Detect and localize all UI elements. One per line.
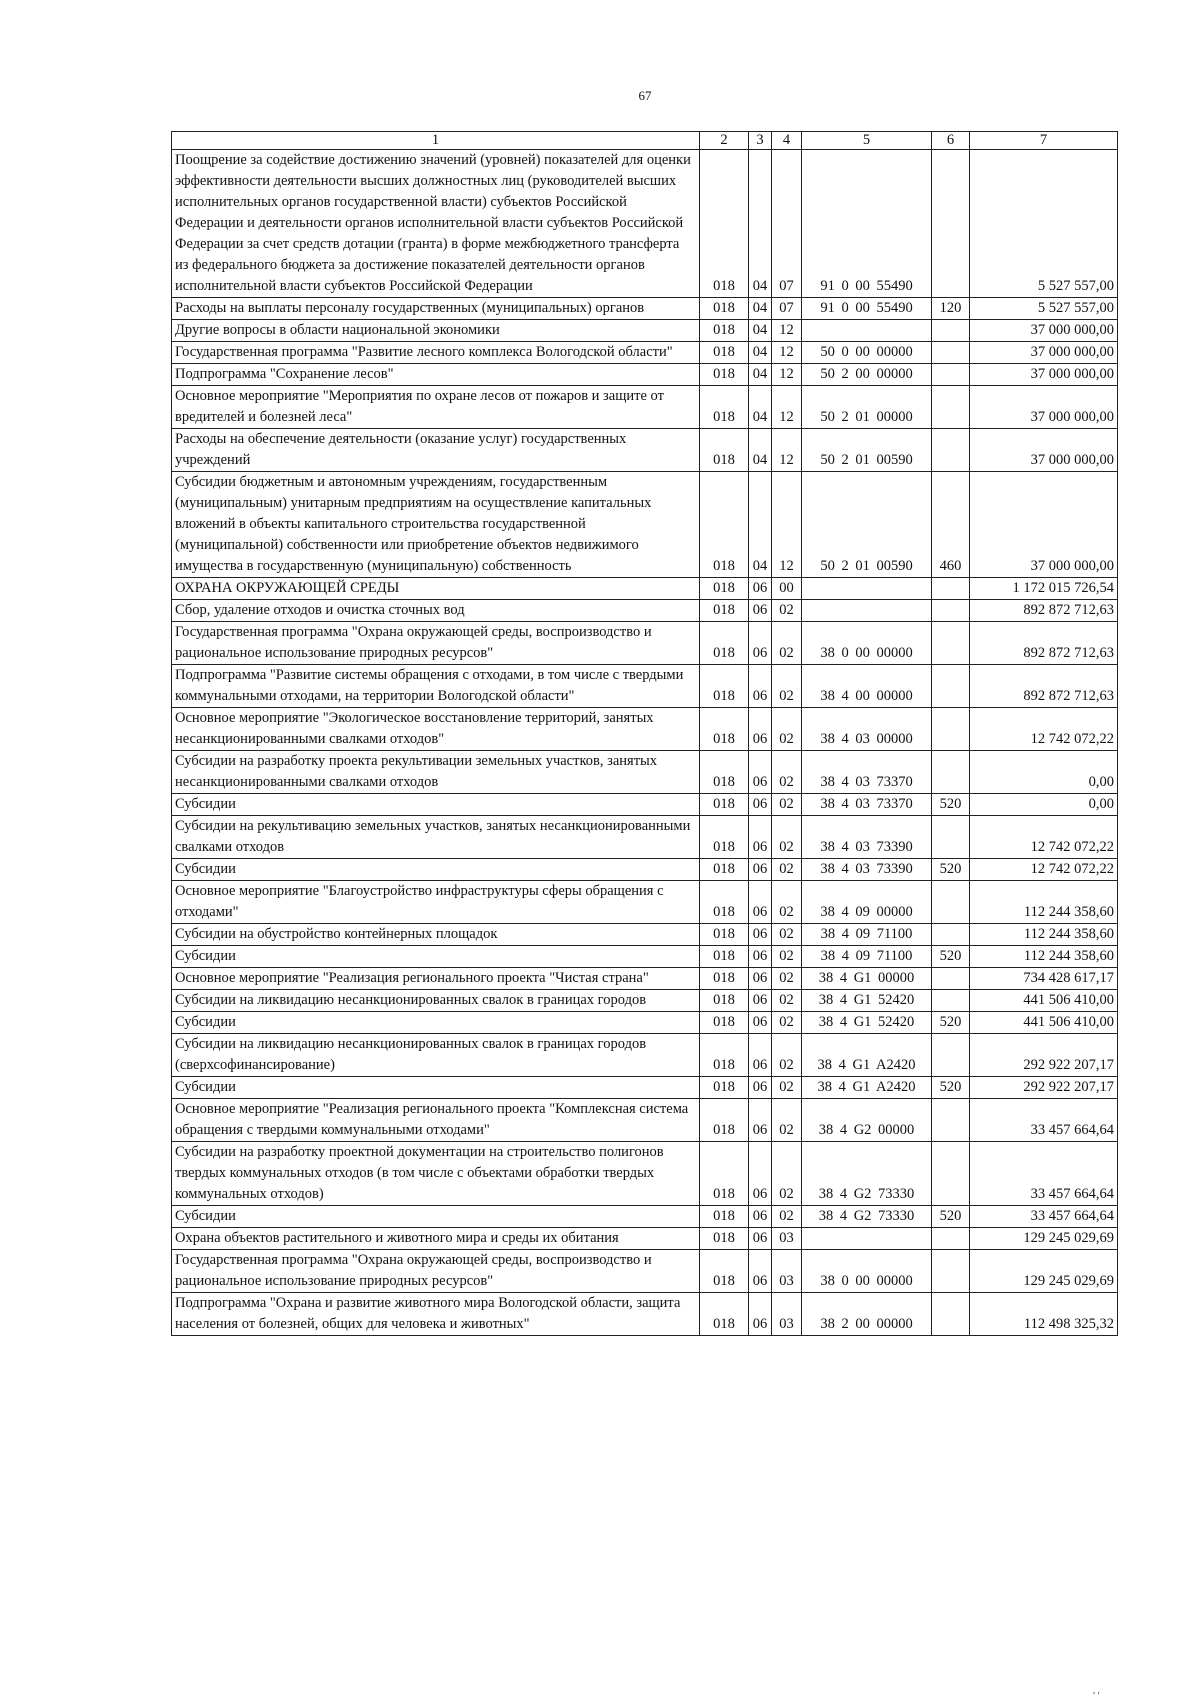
table-row xyxy=(172,881,1118,924)
target-article-cell: 50 0 00 00000 xyxy=(802,342,932,364)
table-row xyxy=(172,946,1118,968)
target-article-cell: 50 2 01 00590 xyxy=(802,472,932,578)
expense-type-cell: 120 xyxy=(932,298,970,320)
budget-code-cell: 018 xyxy=(700,816,749,859)
table-row xyxy=(172,472,1118,578)
header-cell-1: 1 xyxy=(172,132,700,150)
budget-code-cell: 018 xyxy=(700,342,749,364)
subsection-code-cell: 12 xyxy=(772,472,802,578)
subsection-code-cell: 03 xyxy=(772,1250,802,1293)
section-code-cell: 04 xyxy=(749,342,772,364)
expense-type-cell xyxy=(932,1099,970,1142)
amount-cell: 129 245 029,69 xyxy=(970,1250,1118,1293)
section-code-cell: 06 xyxy=(749,968,772,990)
name-cell: Основное мероприятие "Реализация регионального проекта "Комплексная система обращения с твердыми коммунальными отходами" xyxy=(172,1099,700,1142)
subsection-code-cell: 02 xyxy=(772,1077,802,1099)
budget-code-cell: 018 xyxy=(700,794,749,816)
amount-cell: 37 000 000,00 xyxy=(970,386,1118,429)
subsection-code-cell: 02 xyxy=(772,794,802,816)
budget-code-cell: 018 xyxy=(700,1250,749,1293)
subsection-code-cell: 02 xyxy=(772,1034,802,1077)
table-row xyxy=(172,751,1118,794)
budget-code-cell: 018 xyxy=(700,600,749,622)
budget-code-cell: 018 xyxy=(700,429,749,472)
target-article-cell: 38 4 G2 73330 xyxy=(802,1142,932,1206)
section-code-cell: 04 xyxy=(749,386,772,429)
expense-type-cell xyxy=(932,1034,970,1077)
amount-cell: 892 872 712,63 xyxy=(970,665,1118,708)
amount-cell: 33 457 664,64 xyxy=(970,1206,1118,1228)
table-row xyxy=(172,924,1118,946)
budget-code-cell: 018 xyxy=(700,1293,749,1336)
subsection-code-cell: 07 xyxy=(772,150,802,298)
table-row xyxy=(172,342,1118,364)
name-cell: Субсидии на рекультивацию земельных участков, занятых несанкционированными свалками отходов xyxy=(172,816,700,859)
table-row xyxy=(172,859,1118,881)
name-cell: Подпрограмма "Развитие системы обращения с отходами, в том числе с твердыми коммунальными отходами, на территории Вологодской области" xyxy=(172,665,700,708)
target-article-cell: 38 4 03 73370 xyxy=(802,794,932,816)
section-code-cell: 04 xyxy=(749,364,772,386)
amount-cell: 0,00 xyxy=(970,751,1118,794)
name-cell: Охрана объектов растительного и животного мира и среды их обитания xyxy=(172,1228,700,1250)
budget-code-cell: 018 xyxy=(700,859,749,881)
expense-type-cell xyxy=(932,990,970,1012)
name-cell: Субсидии xyxy=(172,859,700,881)
budget-code-cell: 018 xyxy=(700,751,749,794)
expense-type-cell: 460 xyxy=(932,472,970,578)
budget-code-cell: 018 xyxy=(700,1012,749,1034)
name-cell: Субсидии на разработку проектной документации на строительство полигонов твердых коммунальных отходов (в том числе с объектами обработки твердых коммунальных отходов) xyxy=(172,1142,700,1206)
name-cell: Субсидии xyxy=(172,1206,700,1228)
header-cell-2: 2 xyxy=(700,132,749,150)
table-row xyxy=(172,708,1118,751)
expense-type-cell xyxy=(932,150,970,298)
table-row xyxy=(172,990,1118,1012)
name-cell: Субсидии xyxy=(172,946,700,968)
budget-code-cell: 018 xyxy=(700,1206,749,1228)
target-article-cell xyxy=(802,578,932,600)
expense-type-cell xyxy=(932,665,970,708)
section-code-cell: 06 xyxy=(749,751,772,794)
subsection-code-cell: 02 xyxy=(772,1142,802,1206)
table-row xyxy=(172,968,1118,990)
budget-code-cell: 018 xyxy=(700,364,749,386)
section-code-cell: 06 xyxy=(749,665,772,708)
table-row xyxy=(172,794,1118,816)
section-code-cell: 06 xyxy=(749,924,772,946)
amount-cell: 37 000 000,00 xyxy=(970,320,1118,342)
table-row xyxy=(172,816,1118,859)
section-code-cell: 04 xyxy=(749,320,772,342)
amount-cell: 37 000 000,00 xyxy=(970,472,1118,578)
budget-code-cell: 018 xyxy=(700,578,749,600)
subsection-code-cell: 02 xyxy=(772,816,802,859)
target-article-cell: 91 0 00 55490 xyxy=(802,298,932,320)
amount-cell: 129 245 029,69 xyxy=(970,1228,1118,1250)
amount-cell: 112 244 358,60 xyxy=(970,881,1118,924)
target-article-cell: 38 4 G1 A2420 xyxy=(802,1077,932,1099)
name-cell: Субсидии xyxy=(172,794,700,816)
amount-cell: 33 457 664,64 xyxy=(970,1099,1118,1142)
subsection-code-cell: 02 xyxy=(772,1012,802,1034)
budget-table xyxy=(171,131,1118,1336)
name-cell: Государственная программа "Охрана окружающей среды, воспроизводство и рациональное использование природных ресурсов" xyxy=(172,1250,700,1293)
target-article-cell: 38 4 09 00000 xyxy=(802,881,932,924)
table-row xyxy=(172,622,1118,665)
name-cell: Государственная программа "Развитие лесного комплекса Вологодской области" xyxy=(172,342,700,364)
budget-code-cell: 018 xyxy=(700,622,749,665)
section-code-cell: 06 xyxy=(749,600,772,622)
expense-type-cell xyxy=(932,751,970,794)
target-article-cell xyxy=(802,1228,932,1250)
header-cell-3: 3 xyxy=(749,132,772,150)
section-code-cell: 04 xyxy=(749,472,772,578)
table-row xyxy=(172,364,1118,386)
subsection-code-cell: 02 xyxy=(772,924,802,946)
table-row xyxy=(172,386,1118,429)
budget-code-cell: 018 xyxy=(700,298,749,320)
budget-code-cell: 018 xyxy=(700,881,749,924)
name-cell: Подпрограмма "Сохранение лесов" xyxy=(172,364,700,386)
section-code-cell: 06 xyxy=(749,881,772,924)
name-cell: Основное мероприятие "Мероприятия по охране лесов от пожаров и защите от вредителей и болезней леса" xyxy=(172,386,700,429)
section-code-cell: 04 xyxy=(749,429,772,472)
name-cell: Субсидии на ликвидацию несанкционированных свалок в границах городов xyxy=(172,990,700,1012)
amount-cell: 892 872 712,63 xyxy=(970,600,1118,622)
section-code-cell: 06 xyxy=(749,816,772,859)
table-row xyxy=(172,429,1118,472)
section-code-cell: 06 xyxy=(749,859,772,881)
amount-cell: 12 742 072,22 xyxy=(970,816,1118,859)
section-code-cell: 06 xyxy=(749,1250,772,1293)
amount-cell: 12 742 072,22 xyxy=(970,708,1118,751)
table-row xyxy=(172,1293,1118,1336)
expense-type-cell xyxy=(932,1142,970,1206)
subsection-code-cell: 02 xyxy=(772,1099,802,1142)
section-code-cell: 06 xyxy=(749,1034,772,1077)
expense-type-cell: 520 xyxy=(932,1012,970,1034)
section-code-cell: 06 xyxy=(749,794,772,816)
expense-type-cell: 520 xyxy=(932,794,970,816)
target-article-cell: 38 0 00 00000 xyxy=(802,1250,932,1293)
subsection-code-cell: 02 xyxy=(772,968,802,990)
subsection-code-cell: 02 xyxy=(772,665,802,708)
budget-code-cell: 018 xyxy=(700,150,749,298)
table-row xyxy=(172,578,1118,600)
table-row xyxy=(172,1034,1118,1077)
name-cell: Государственная программа "Охрана окружающей среды, воспроизводство и рациональное использование природных ресурсов" xyxy=(172,622,700,665)
section-code-cell: 06 xyxy=(749,622,772,665)
name-cell: Основное мероприятие "Благоустройство инфраструктуры сферы обращения с отходами" xyxy=(172,881,700,924)
amount-cell: 37 000 000,00 xyxy=(970,429,1118,472)
expense-type-cell xyxy=(932,1228,970,1250)
header-cell-7: 7 xyxy=(970,132,1118,150)
target-article-cell: 38 4 G2 00000 xyxy=(802,1099,932,1142)
subsection-code-cell: 12 xyxy=(772,320,802,342)
budget-code-cell: 018 xyxy=(700,924,749,946)
amount-cell: 33 457 664,64 xyxy=(970,1142,1118,1206)
expense-type-cell xyxy=(932,386,970,429)
target-article-cell: 38 4 G1 52420 xyxy=(802,990,932,1012)
expense-type-cell: 520 xyxy=(932,946,970,968)
page-number: 67 xyxy=(638,88,652,103)
expense-type-cell: 520 xyxy=(932,859,970,881)
budget-code-cell: 018 xyxy=(700,320,749,342)
target-article-cell: 38 4 G1 A2420 xyxy=(802,1034,932,1077)
amount-cell: 12 742 072,22 xyxy=(970,859,1118,881)
amount-cell: 112 244 358,60 xyxy=(970,946,1118,968)
name-cell: ОХРАНА ОКРУЖАЮЩЕЙ СРЕДЫ xyxy=(172,578,700,600)
target-article-cell: 38 4 03 73370 xyxy=(802,751,932,794)
name-cell: Основное мероприятие "Реализация регионального проекта "Чистая страна" xyxy=(172,968,700,990)
budget-code-cell: 018 xyxy=(700,1142,749,1206)
section-code-cell: 06 xyxy=(749,1206,772,1228)
amount-cell: 1 172 015 726,54 xyxy=(970,578,1118,600)
target-article-cell xyxy=(802,320,932,342)
table-row xyxy=(172,1099,1118,1142)
expense-type-cell xyxy=(932,968,970,990)
target-article-cell: 38 4 00 00000 xyxy=(802,665,932,708)
name-cell: Субсидии на ликвидацию несанкционированных свалок в границах городов (сверхсофинансирование) xyxy=(172,1034,700,1077)
table-row xyxy=(172,1228,1118,1250)
table-row xyxy=(172,1142,1118,1206)
expense-type-cell: 520 xyxy=(932,1206,970,1228)
subsection-code-cell: 02 xyxy=(772,622,802,665)
header-row xyxy=(172,132,1118,150)
budget-code-cell: 018 xyxy=(700,665,749,708)
section-code-cell: 04 xyxy=(749,298,772,320)
header-cell-4: 4 xyxy=(772,132,802,150)
amount-cell: 441 506 410,00 xyxy=(970,1012,1118,1034)
table-row xyxy=(172,298,1118,320)
subsection-code-cell: 12 xyxy=(772,364,802,386)
amount-cell: 112 498 325,32 xyxy=(970,1293,1118,1336)
amount-cell: 37 000 000,00 xyxy=(970,342,1118,364)
subsection-code-cell: 03 xyxy=(772,1293,802,1336)
target-article-cell: 50 2 01 00590 xyxy=(802,429,932,472)
header-cell-5: 5 xyxy=(802,132,932,150)
expense-type-cell xyxy=(932,320,970,342)
section-code-cell: 06 xyxy=(749,578,772,600)
expense-type-cell xyxy=(932,1250,970,1293)
subsection-code-cell: 02 xyxy=(772,881,802,924)
section-code-cell: 06 xyxy=(749,1293,772,1336)
section-code-cell: 06 xyxy=(749,708,772,751)
name-cell: Расходы на выплаты персоналу государственных (муниципальных) органов xyxy=(172,298,700,320)
expense-type-cell xyxy=(932,816,970,859)
expense-type-cell xyxy=(932,708,970,751)
subsection-code-cell: 12 xyxy=(772,429,802,472)
budget-code-cell: 018 xyxy=(700,708,749,751)
target-article-cell: 38 2 00 00000 xyxy=(802,1293,932,1336)
section-code-cell: 06 xyxy=(749,990,772,1012)
table-row xyxy=(172,665,1118,708)
budget-code-cell: 018 xyxy=(700,386,749,429)
name-cell: Сбор, удаление отходов и очистка сточных вод xyxy=(172,600,700,622)
amount-cell: 441 506 410,00 xyxy=(970,990,1118,1012)
target-article-cell: 38 4 09 71100 xyxy=(802,946,932,968)
table-row xyxy=(172,1206,1118,1228)
table-row xyxy=(172,600,1118,622)
expense-type-cell xyxy=(932,429,970,472)
amount-cell: 112 244 358,60 xyxy=(970,924,1118,946)
amount-cell: 292 922 207,17 xyxy=(970,1077,1118,1099)
table-row xyxy=(172,1250,1118,1293)
budget-code-cell: 018 xyxy=(700,1228,749,1250)
name-cell: Основное мероприятие "Экологическое восстановление территорий, занятых несанкционированными свалками отходов" xyxy=(172,708,700,751)
target-article-cell: 50 2 01 00000 xyxy=(802,386,932,429)
name-cell: Поощрение за содействие достижению значений (уровней) показателей для оценки эффективности деятельности высших должностных лиц (руководителей высших исполнительных органов государственной власти) субъектов Российской Федерации и деятельности органов исполнительной власти субъектов Российской Федерации за счет средств дотации (гранта) в форме межбюджетного трансферта из федерального бюджета за достижение показателей деятельности органов исполнительной власти субъектов Российской Федерации xyxy=(172,150,700,298)
section-code-cell: 06 xyxy=(749,1228,772,1250)
expense-type-cell: 520 xyxy=(932,1077,970,1099)
budget-code-cell: 018 xyxy=(700,1099,749,1142)
expense-type-cell xyxy=(932,1293,970,1336)
table-row xyxy=(172,320,1118,342)
subsection-code-cell: 02 xyxy=(772,990,802,1012)
section-code-cell: 06 xyxy=(749,1099,772,1142)
amount-cell: 892 872 712,63 xyxy=(970,622,1118,665)
name-cell: Подпрограмма "Охрана и развитие животного мира Вологодской области, защита населения от болезней, общих для человека и животных" xyxy=(172,1293,700,1336)
section-code-cell: 06 xyxy=(749,1077,772,1099)
subsection-code-cell: 02 xyxy=(772,1206,802,1228)
amount-cell: 734 428 617,17 xyxy=(970,968,1118,990)
budget-code-cell: 018 xyxy=(700,1077,749,1099)
name-cell: Субсидии xyxy=(172,1012,700,1034)
amount-cell: 0,00 xyxy=(970,794,1118,816)
expense-type-cell xyxy=(932,364,970,386)
expense-type-cell xyxy=(932,622,970,665)
section-code-cell: 06 xyxy=(749,1142,772,1206)
target-article-cell: 91 0 00 55490 xyxy=(802,150,932,298)
target-article-cell: 38 0 00 00000 xyxy=(802,622,932,665)
target-article-cell: 38 4 03 73390 xyxy=(802,816,932,859)
amount-cell: 37 000 000,00 xyxy=(970,364,1118,386)
table-row xyxy=(172,1012,1118,1034)
table-row xyxy=(172,150,1118,298)
budget-code-cell: 018 xyxy=(700,1034,749,1077)
section-code-cell: 06 xyxy=(749,1012,772,1034)
target-article-cell: 38 4 G1 52420 xyxy=(802,1012,932,1034)
subsection-code-cell: 12 xyxy=(772,386,802,429)
expense-type-cell xyxy=(932,881,970,924)
name-cell: Субсидии бюджетным и автономным учреждениям, государственным (муниципальным) унитарным предприятиям на осуществление капитальных вложений в объекты капитального строительства государственной (муниципальной) собственности или приобретение объектов недвижимого имущества в государственную (муниципальную) собственность xyxy=(172,472,700,578)
section-code-cell: 04 xyxy=(749,150,772,298)
amount-cell: 5 527 557,00 xyxy=(970,298,1118,320)
subsection-code-cell: 07 xyxy=(772,298,802,320)
expense-type-cell xyxy=(932,924,970,946)
subsection-code-cell: 02 xyxy=(772,708,802,751)
budget-code-cell: 018 xyxy=(700,968,749,990)
name-cell: Субсидии xyxy=(172,1077,700,1099)
subsection-code-cell: 02 xyxy=(772,600,802,622)
name-cell: Субсидии на разработку проекта рекультивации земельных участков, занятых несанкционированными свалками отходов xyxy=(172,751,700,794)
amount-cell: 5 527 557,00 xyxy=(970,150,1118,298)
subsection-code-cell: 12 xyxy=(772,342,802,364)
amount-cell: 292 922 207,17 xyxy=(970,1034,1118,1077)
expense-type-cell xyxy=(932,342,970,364)
budget-code-cell: 018 xyxy=(700,946,749,968)
target-article-cell xyxy=(802,600,932,622)
target-article-cell: 38 4 G2 73330 xyxy=(802,1206,932,1228)
name-cell: Другие вопросы в области национальной экономики xyxy=(172,320,700,342)
subsection-code-cell: 02 xyxy=(772,751,802,794)
subsection-code-cell: 02 xyxy=(772,946,802,968)
subsection-code-cell: 00 xyxy=(772,578,802,600)
subsection-code-cell: 02 xyxy=(772,859,802,881)
table-row xyxy=(172,1077,1118,1099)
budget-code-cell: 018 xyxy=(700,990,749,1012)
subsection-code-cell: 03 xyxy=(772,1228,802,1250)
header-cell-6: 6 xyxy=(932,132,970,150)
expense-type-cell xyxy=(932,600,970,622)
budget-code-cell: 018 xyxy=(700,472,749,578)
target-article-cell: 50 2 00 00000 xyxy=(802,364,932,386)
section-code-cell: 06 xyxy=(749,946,772,968)
name-cell: Субсидии на обустройство контейнерных площадок xyxy=(172,924,700,946)
target-article-cell: 38 4 03 00000 xyxy=(802,708,932,751)
target-article-cell: 38 4 09 71100 xyxy=(802,924,932,946)
target-article-cell: 38 4 G1 00000 xyxy=(802,968,932,990)
target-article-cell: 38 4 03 73390 xyxy=(802,859,932,881)
name-cell: Расходы на обеспечение деятельности (оказание услуг) государственных учреждений xyxy=(172,429,700,472)
margin-mark: ' ' xyxy=(1093,1690,1100,1702)
expense-type-cell xyxy=(932,578,970,600)
